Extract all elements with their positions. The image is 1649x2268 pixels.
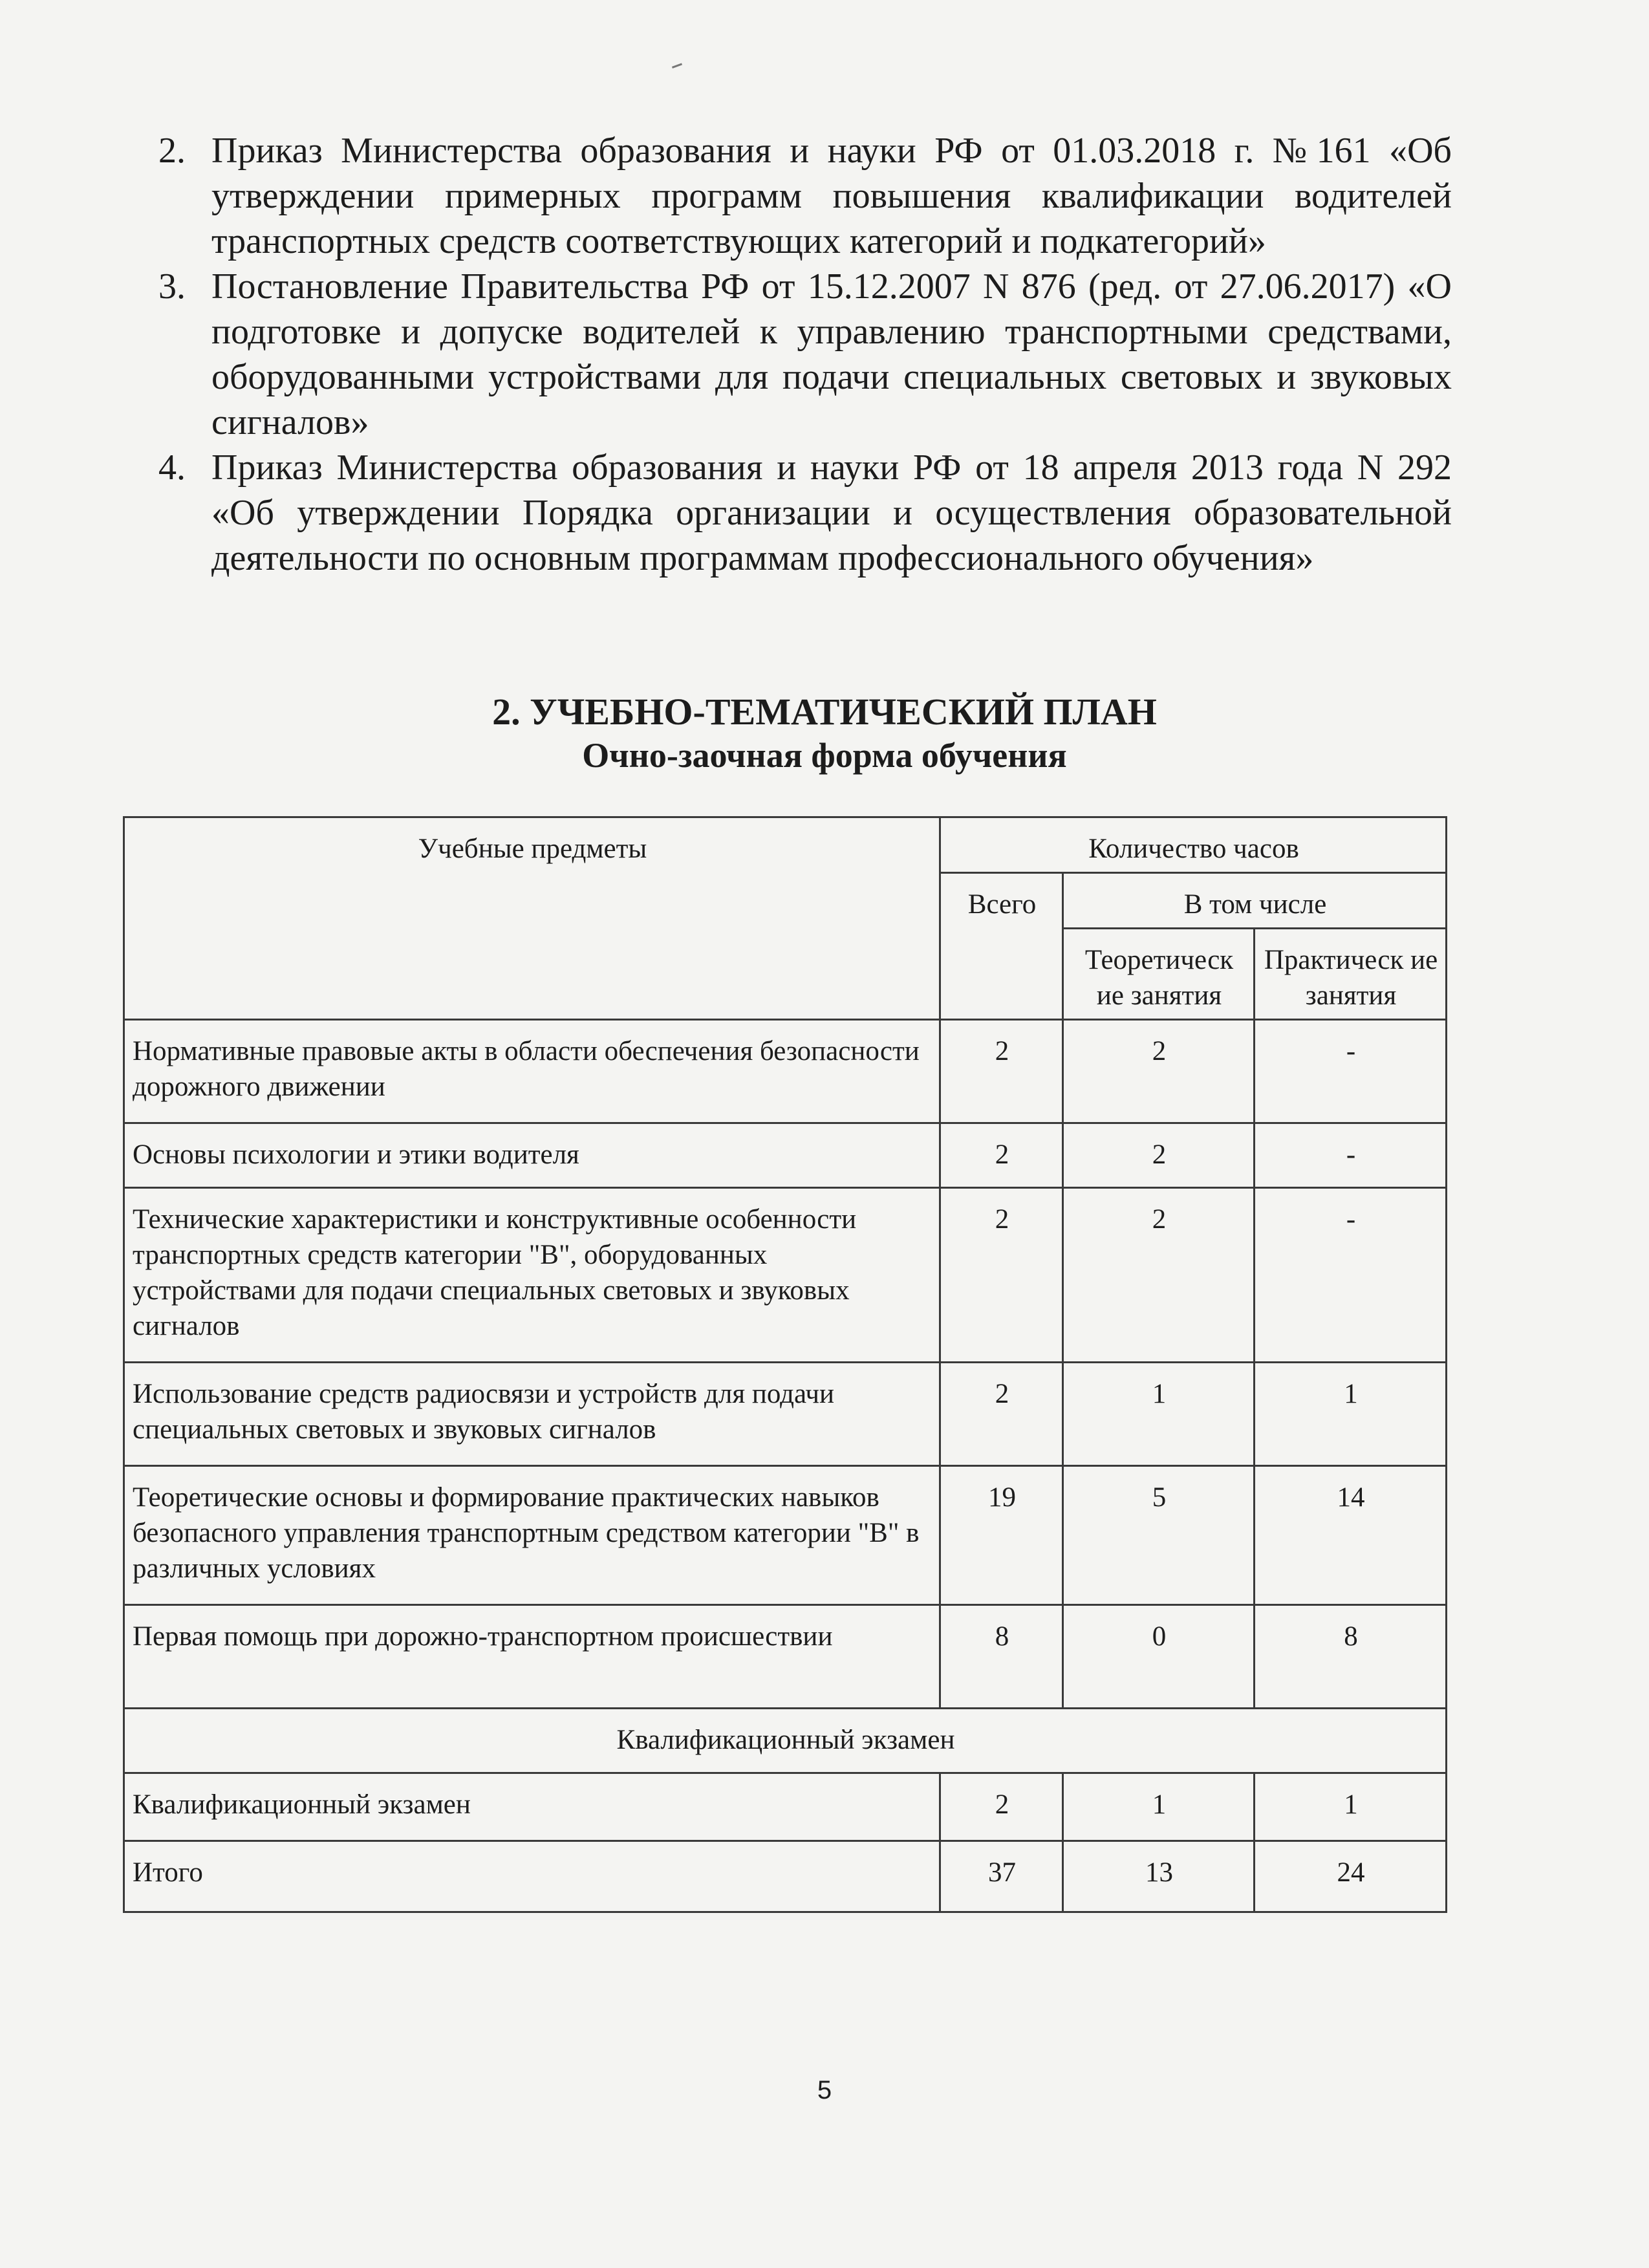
subject-cell: Итого bbox=[124, 1841, 940, 1912]
curriculum-table bbox=[123, 816, 1447, 1913]
total-cell: 2 bbox=[940, 1123, 1063, 1188]
theory-cell: 2 bbox=[1063, 1188, 1255, 1363]
header-row-1 bbox=[124, 817, 1447, 873]
header-subjects: Учебные предметы bbox=[124, 817, 940, 1020]
header-practice: Практическ ие занятия bbox=[1255, 929, 1447, 1020]
header-including: В том числе bbox=[1063, 873, 1447, 929]
exam-row bbox=[124, 1773, 1447, 1841]
document-text: Приказ Министерства образования и науки РФ от 18 апреля 2013 года N 292 «Об утверждении Порядка организации и осуществления образовательной деятельности по основным программам профессионального обучения» bbox=[211, 448, 1452, 578]
total-cell: 19 bbox=[940, 1466, 1063, 1605]
practice-cell: - bbox=[1255, 1020, 1447, 1123]
table-row bbox=[124, 1363, 1447, 1466]
document-item-3 bbox=[158, 264, 1452, 445]
total-cell: 2 bbox=[940, 1020, 1063, 1123]
practice-cell: 24 bbox=[1255, 1841, 1447, 1912]
practice-cell: 14 bbox=[1255, 1466, 1447, 1605]
practice-cell: 8 bbox=[1255, 1605, 1447, 1709]
total-cell: 2 bbox=[940, 1773, 1063, 1841]
subject-cell: Использование средств радиосвязи и устройств для подачи специальных световых и звуковых сигналов bbox=[124, 1363, 940, 1466]
table-row bbox=[124, 1466, 1447, 1605]
table-row bbox=[124, 1020, 1447, 1123]
section-title: 2. УЧЕБНО-ТЕМАТИЧЕСКИЙ ПЛАН bbox=[492, 691, 1157, 733]
header-theory: Теоретическ ие занятия bbox=[1063, 929, 1255, 1020]
theory-cell: 2 bbox=[1063, 1020, 1255, 1123]
table-row bbox=[124, 1605, 1447, 1709]
section-subtitle: Очно-заочная форма обучения bbox=[582, 736, 1067, 775]
total-cell: 8 bbox=[940, 1605, 1063, 1709]
scan-mark bbox=[672, 63, 684, 72]
document-text: Постановление Правительства РФ от 15.12.2007 N 876 (ред. от 27.06.2017) «О подготовке и допуске водителей к управлению транспортными средствами, оборудованными устройствами для подачи специальных световых и звуковых сигналов» bbox=[211, 266, 1452, 442]
subject-cell: Квалификационный экзамен bbox=[124, 1773, 940, 1841]
practice-cell: - bbox=[1255, 1188, 1447, 1363]
subject-cell: Первая помощь при дорожно-транспортном происшествии bbox=[124, 1605, 940, 1709]
header-total: Всего bbox=[940, 873, 1063, 1020]
subject-cell: Технические характеристики и конструктивные особенности транспортных средств категории "В", оборудованных устройствами для подачи специальных световых и звуковых сигналов bbox=[124, 1188, 940, 1363]
total-cell: 37 bbox=[940, 1841, 1063, 1912]
regulatory-documents-list bbox=[158, 128, 1452, 581]
theory-cell: 1 bbox=[1063, 1773, 1255, 1841]
document-item-2 bbox=[158, 128, 1452, 264]
page-number: 5 bbox=[817, 2076, 832, 2104]
theory-cell: 2 bbox=[1063, 1123, 1255, 1188]
total-cell: 2 bbox=[940, 1363, 1063, 1466]
exam-section-row bbox=[124, 1709, 1447, 1773]
theory-cell: 13 bbox=[1063, 1841, 1255, 1912]
subject-cell: Нормативные правовые акты в области обеспечения безопасности дорожного движении bbox=[124, 1020, 940, 1123]
theory-cell: 0 bbox=[1063, 1605, 1255, 1709]
total-row bbox=[124, 1841, 1447, 1912]
practice-cell: 1 bbox=[1255, 1363, 1447, 1466]
document-item-4 bbox=[158, 445, 1452, 581]
practice-cell: 1 bbox=[1255, 1773, 1447, 1841]
subject-cell: Основы психологии и этики водителя bbox=[124, 1123, 940, 1188]
practice-cell: - bbox=[1255, 1123, 1447, 1188]
exam-section-heading: Квалификационный экзамен bbox=[124, 1709, 1447, 1773]
document-number: 4. bbox=[158, 448, 186, 488]
table-row bbox=[124, 1123, 1447, 1188]
document-number: 3. bbox=[158, 266, 186, 307]
document-text: Приказ Министерства образования и науки РФ от 01.03.2018 г. №161 «Об утверждении примерных программ повышения квалификации водителей транспортных средств соответствующих категорий и подкатегорий» bbox=[211, 131, 1452, 261]
table-row bbox=[124, 1188, 1447, 1363]
header-hours: Количество часов bbox=[940, 817, 1447, 873]
theory-cell: 5 bbox=[1063, 1466, 1255, 1605]
total-cell: 2 bbox=[940, 1188, 1063, 1363]
subject-cell: Теоретические основы и формирование практических навыков безопасного управления транспортным средством категории "В" в различных условиях bbox=[124, 1466, 940, 1605]
document-number: 2. bbox=[158, 131, 186, 171]
theory-cell: 1 bbox=[1063, 1363, 1255, 1466]
